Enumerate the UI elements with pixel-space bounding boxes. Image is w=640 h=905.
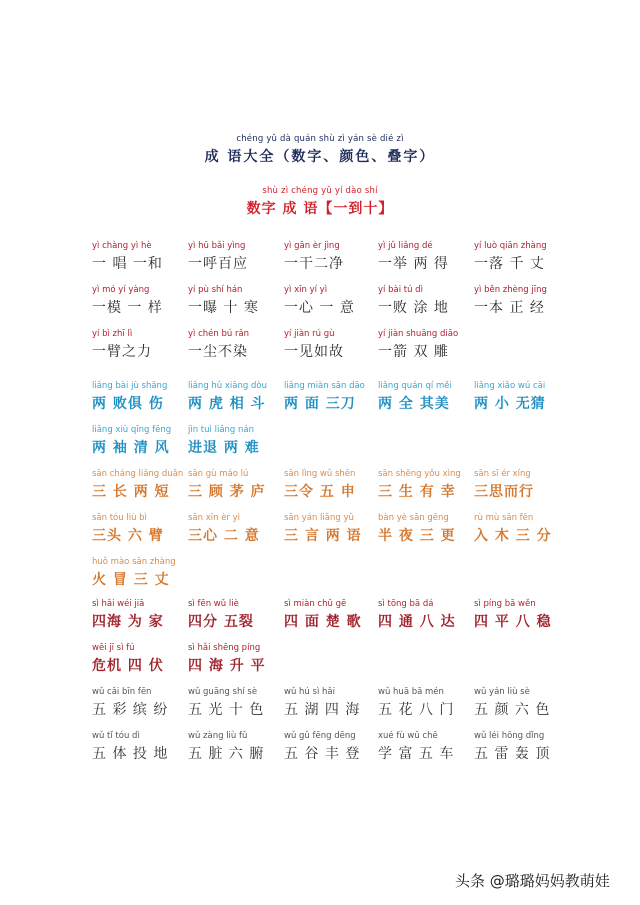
idiom-pinyin: rù mù sān fēn: [474, 513, 534, 523]
idiom-text: 四 面 楚 歌: [284, 614, 362, 630]
idiom-pinyin: liǎng miàn sān dāo: [284, 381, 365, 391]
idiom-text: 四 海 升 平: [188, 658, 266, 674]
idiom-text: 一臂之力: [92, 344, 152, 360]
idiom-item: [188, 380, 298, 414]
idiom-text: 入 木 三 分: [474, 528, 552, 544]
idiom-pinyin: yì gān èr jìng: [284, 241, 340, 251]
idiom-pinyin: wǔ gǔ fēng dēng: [284, 731, 356, 741]
idiom-pinyin: liǎng bài jù shāng: [92, 381, 168, 391]
idiom-pinyin: wǔ zàng liù fǔ: [188, 731, 248, 741]
idiom-pinyin: yì běn zhèng jīng: [474, 285, 547, 295]
idiom-pinyin: wǔ yán liù sè: [474, 687, 530, 697]
idiom-pinyin: sì hǎi shēng píng: [188, 643, 261, 653]
idiom-text: 一举 两 得: [378, 256, 449, 272]
idiom-item: [92, 512, 202, 546]
idiom-text: 三令 五 申: [284, 484, 356, 500]
idiom-item: [188, 284, 298, 318]
idiom-item: [474, 284, 584, 318]
idiom-text: 一落 千 丈: [474, 256, 545, 272]
idiom-pinyin: liǎng hǔ xiāng dòu: [188, 381, 267, 391]
idiom-text: 五 彩 缤 纷: [92, 702, 169, 718]
idiom-pinyin: yí bài tú dì: [378, 285, 423, 295]
idiom-item: [188, 598, 298, 632]
idiom-item: [474, 240, 584, 274]
idiom-item: [188, 240, 298, 274]
page-title: 成 语大全（数字、颜色、叠字）: [204, 149, 436, 165]
idiom-text: 一呼百应: [188, 256, 248, 272]
title-block: [0, 134, 640, 166]
idiom-item: [92, 686, 202, 720]
idiom-text: 五 雷 轰 顶: [474, 746, 551, 762]
idiom-text: 三 生 有 幸: [378, 484, 456, 500]
idiom-item: [378, 598, 488, 632]
idiom-pinyin: yì chàng yì hè: [92, 241, 152, 251]
idiom-text: 三心 二 意: [188, 528, 260, 544]
idiom-pinyin: yì xīn yí yì: [284, 285, 328, 295]
idiom-item: [188, 512, 298, 546]
idiom-item: [474, 686, 584, 720]
idiom-text: 一干二净: [284, 256, 344, 272]
idiom-pinyin: yí bì zhī lì: [92, 329, 133, 339]
idiom-item: [378, 380, 488, 414]
idiom-pinyin: yí luò qiān zhàng: [474, 241, 547, 251]
title-pinyin: chéng yǔ dà quán shù zì yán sè dié zì: [236, 134, 404, 144]
idiom-pinyin: wǔ guāng shí sè: [188, 687, 258, 697]
idiom-item: [378, 284, 488, 318]
idiom-pinyin: sì píng bā wěn: [474, 599, 536, 609]
idiom-item: [474, 468, 584, 502]
idiom-item: [92, 730, 202, 764]
idiom-pinyin: yí jiàn rú gù: [284, 329, 335, 339]
idiom-pinyin: wǔ tǐ tóu dì: [92, 731, 140, 741]
idiom-item: [188, 642, 298, 676]
idiom-item: [474, 730, 584, 764]
idiom-item: [92, 380, 202, 414]
idiom-text: 一箭 双 雕: [378, 344, 449, 360]
idiom-text: 三 言 两 语: [284, 528, 362, 544]
idiom-text: 四海 为 家: [92, 614, 164, 630]
idiom-pinyin: wǔ huā bā mén: [378, 687, 444, 697]
idiom-pinyin: yì chén bú rǎn: [188, 329, 250, 339]
idiom-pinyin: liǎng quán qí měi: [378, 381, 452, 391]
idiom-text: 五 花 八 门: [378, 702, 455, 718]
idiom-item: [188, 468, 298, 502]
idiom-pinyin: bàn yè sān gēng: [378, 513, 449, 523]
idiom-text: 三头 六 臂: [92, 528, 164, 544]
idiom-text: 一心 一 意: [284, 300, 355, 316]
idiom-text: 两 袖 清 风: [92, 440, 170, 456]
idiom-pinyin: yì hū bǎi yìng: [188, 241, 246, 251]
idiom-item: [378, 686, 488, 720]
idiom-pinyin: sān tóu liù bì: [92, 513, 147, 523]
idiom-pinyin: wǔ léi hōng dǐng: [474, 731, 545, 741]
idiom-pinyin: xué fù wǔ chē: [378, 731, 438, 741]
idiom-item: [92, 328, 202, 362]
subtitle-block: [0, 186, 640, 218]
idiom-text: 危机 四 伏: [92, 658, 164, 674]
idiom-text: 进退 两 难: [188, 440, 260, 456]
idiom-pinyin: sān cháng liǎng duǎn: [92, 469, 184, 479]
idiom-item: [378, 468, 488, 502]
idiom-text: 五 颜 六 色: [474, 702, 551, 718]
idiom-item: [378, 240, 488, 274]
idiom-text: 学 富 五 车: [378, 746, 455, 762]
idiom-item: [474, 380, 584, 414]
idiom-text: 五 体 投 地: [92, 746, 169, 762]
idiom-text: 三思而行: [474, 484, 534, 500]
idiom-item: [474, 512, 584, 546]
idiom-text: 一见如故: [284, 344, 344, 360]
idiom-text: 一尘不染: [188, 344, 248, 360]
idiom-pinyin: yì mó yí yàng: [92, 285, 150, 295]
idiom-pinyin: sān shēng yǒu xìng: [378, 469, 461, 479]
idiom-item: [92, 468, 202, 502]
idiom-pinyin: yì jǔ liǎng dé: [378, 241, 433, 251]
idiom-pinyin: liǎng xiǎo wú cāi: [474, 381, 546, 391]
idiom-item: [378, 328, 488, 362]
idiom-text: 一败 涂 地: [378, 300, 449, 316]
idiom-pinyin: liǎng xiù qīng fēng: [92, 425, 172, 435]
idiom-text: 两 败俱 伤: [92, 396, 164, 412]
idiom-item: [92, 240, 202, 274]
idiom-text: 一模 一 样: [92, 300, 163, 316]
idiom-item: [188, 730, 298, 764]
subtitle-pinyin: shù zì chéng yǔ yí dào shí: [262, 186, 378, 196]
idiom-text: 五 光 十 色: [188, 702, 265, 718]
idiom-pinyin: wǔ hú sì hǎi: [284, 687, 335, 697]
idiom-text: 四 通 八 达: [378, 614, 456, 630]
idiom-text: 一 唱 一和: [92, 256, 163, 272]
idiom-text: 五 脏 六 腑: [188, 746, 265, 762]
idiom-item: [474, 598, 584, 632]
idiom-text: 五 湖 四 海: [284, 702, 361, 718]
idiom-text: 一曝 十 寒: [188, 300, 259, 316]
idiom-item: [92, 598, 202, 632]
idiom-pinyin: sān yán liǎng yǔ: [284, 513, 354, 523]
idiom-pinyin: huǒ mào sān zhàng: [92, 557, 176, 567]
idiom-pinyin: sì hǎi wéi jiā: [92, 599, 145, 609]
idiom-pinyin: sān sī ér xíng: [474, 469, 531, 479]
idiom-item: [378, 730, 488, 764]
idiom-text: 火 冒 三 丈: [92, 572, 170, 588]
idiom-item: [188, 424, 298, 458]
idiom-text: 四分 五裂: [188, 614, 254, 630]
idiom-text: 四 平 八 稳: [474, 614, 552, 630]
idiom-pinyin: sì miàn chǔ gē: [284, 599, 347, 609]
idiom-text: 两 小 无猜: [474, 396, 546, 412]
idiom-pinyin: wǔ cǎi bīn fēn: [92, 687, 152, 697]
idiom-text: 半 夜 三 更: [378, 528, 456, 544]
idiom-pinyin: sì tōng bā dá: [378, 599, 434, 609]
idiom-text: 两 虎 相 斗: [188, 396, 266, 412]
idiom-text: 两 面 三刀: [284, 396, 356, 412]
idiom-item: [188, 686, 298, 720]
idiom-pinyin: wēi jī sì fú: [92, 643, 135, 653]
idiom-pinyin: sì fēn wǔ liè: [188, 599, 239, 609]
idiom-text: 一本 正 经: [474, 300, 545, 316]
idiom-item: [188, 328, 298, 362]
idiom-text: 五 谷 丰 登: [284, 746, 361, 762]
section-title: 数字 成 语【一到十】: [246, 201, 394, 217]
idiom-item: [378, 512, 488, 546]
watermark: 头条 @璐璐妈妈教萌娃: [455, 872, 610, 890]
idiom-pinyin: yí pù shí hán: [188, 285, 243, 295]
idiom-pinyin: sān gù máo lú: [188, 469, 249, 479]
idiom-pinyin: yí jiàn shuāng diāo: [378, 329, 459, 339]
idiom-item: [92, 642, 202, 676]
idiom-pinyin: sān lìng wǔ shēn: [284, 469, 356, 479]
idiom-text: 三 长 两 短: [92, 484, 170, 500]
idiom-item: [92, 284, 202, 318]
idiom-item: [92, 424, 202, 458]
idiom-pinyin: jìn tuì liǎng nán: [188, 425, 254, 435]
idiom-pinyin: sān xīn èr yì: [188, 513, 241, 523]
idiom-item: [92, 556, 202, 590]
idiom-text: 三 顾 茅 庐: [188, 484, 266, 500]
idiom-text: 两 全 其美: [378, 396, 450, 412]
